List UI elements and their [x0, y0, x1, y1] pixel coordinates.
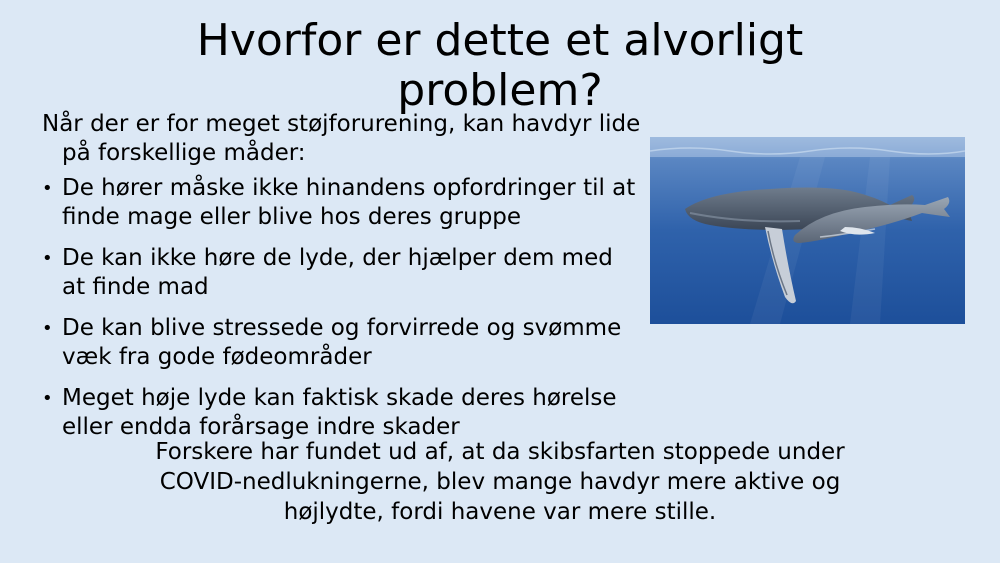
- bullet-item: [42, 174, 642, 232]
- intro-text: Når der er for meget støjforurening, kan havdyr lide på forskellige måder:: [42, 111, 641, 166]
- whale-image: [650, 137, 965, 324]
- bullet-text: De kan blive stressede og forvirrede og svømme væk fra gode fødeområder: [62, 315, 622, 370]
- footer-text: Forskere har fundet ud af, at da skibsfarten stoppede under COVID-nedlukningerne, blev mange havdyr mere aktive og højlydte, fordi havene var mere stille.: [155, 439, 845, 525]
- bullet-text: Meget høje lyde kan faktisk skade deres hørelse eller endda forårsage indre skader: [62, 385, 617, 440]
- whale-photo: [650, 137, 965, 324]
- bullet-item: [42, 244, 642, 302]
- bullet-icon: •: [42, 318, 53, 339]
- content-body: [42, 110, 642, 454]
- bullet-icon: •: [42, 388, 53, 409]
- bullet-icon: •: [42, 248, 53, 269]
- slide-title: Hvorfor er dette et alvorligt problem?: [196, 15, 804, 116]
- bullet-text: De kan ikke høre de lyde, der hjælper dem med at finde mad: [62, 245, 613, 300]
- bullet-icon: •: [42, 178, 53, 199]
- bullet-list: [42, 174, 642, 442]
- bullet-text: De hører måske ikke hinandens opfordringer til at finde mage eller blive hos deres gruppe: [62, 175, 636, 230]
- bullet-item: [42, 314, 642, 372]
- bullet-item: [42, 384, 642, 442]
